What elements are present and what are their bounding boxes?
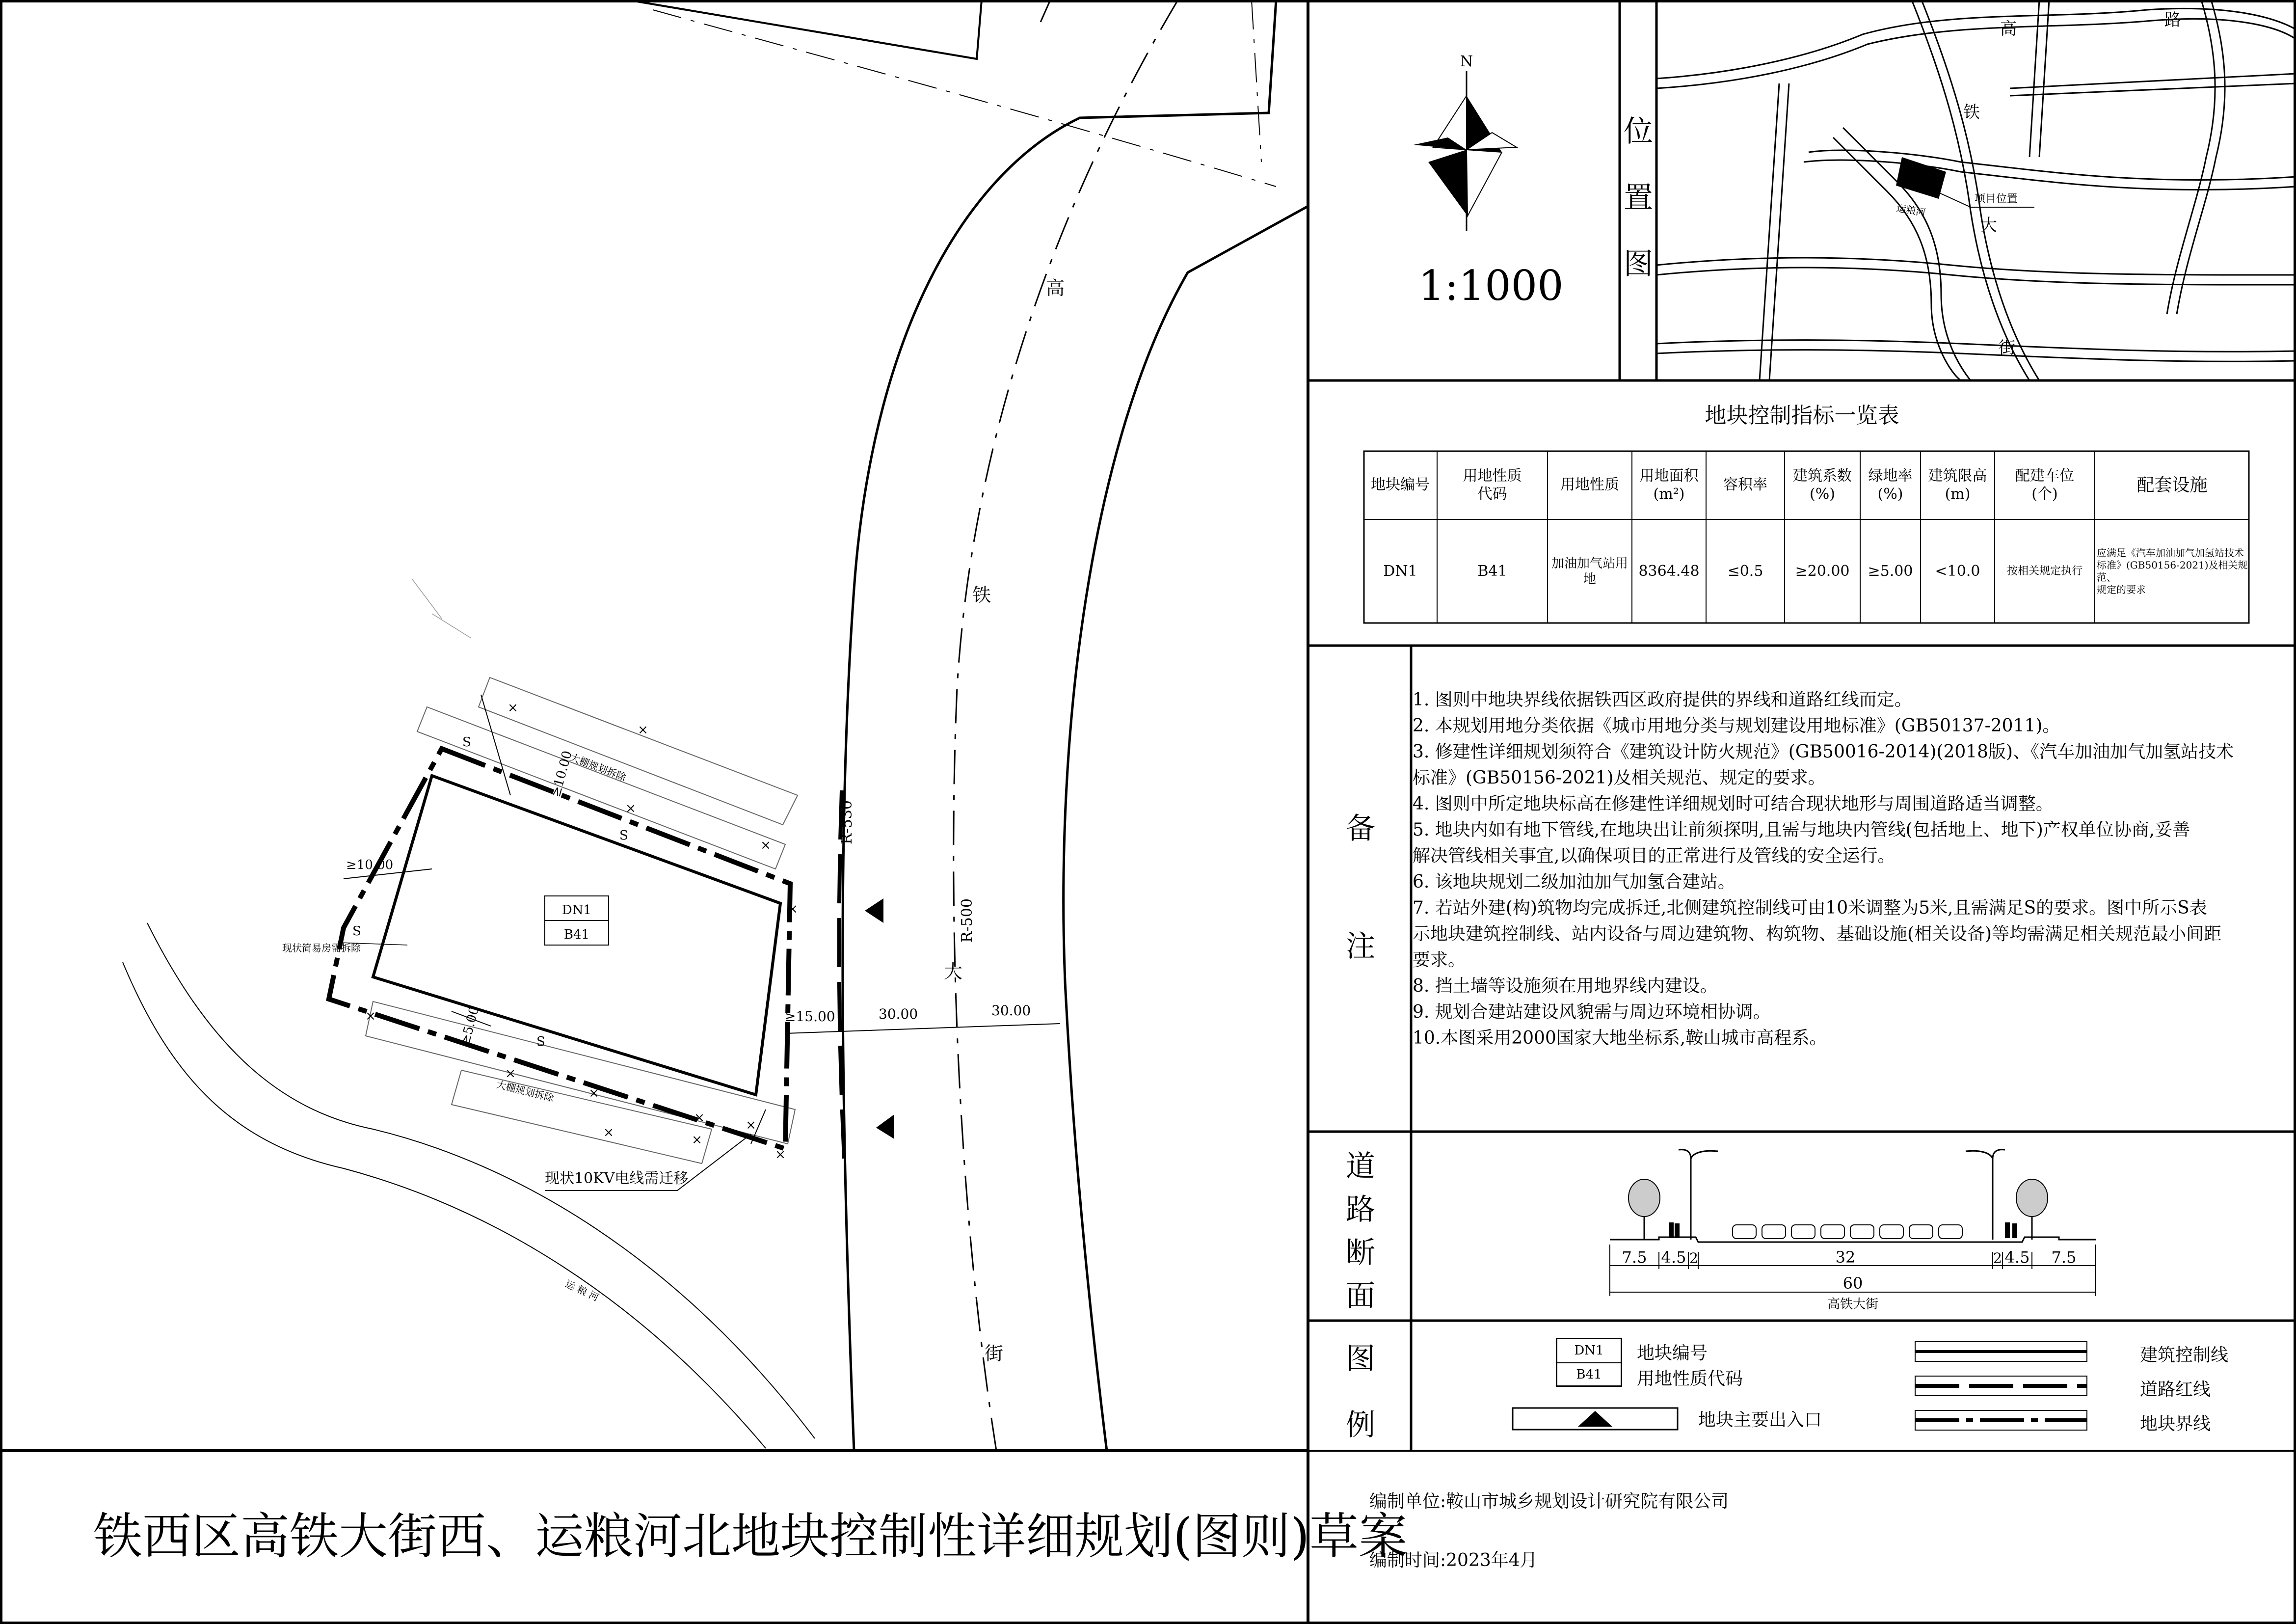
drawing-title: 铁西区高铁大街西、运粮河北地块控制性详细规划(图则)草案 bbox=[93, 1508, 1408, 1565]
legend-label-char-2: 例 bbox=[1346, 1408, 1375, 1442]
location-road-char-2: 铁 bbox=[1963, 103, 1980, 122]
section-total: 60 bbox=[1842, 1274, 1863, 1293]
legend-landuse-label: 用地性质代码 bbox=[1637, 1369, 1743, 1389]
svg-text:×: × bbox=[760, 838, 771, 853]
shed-label-bottom: 大棚规划拆除 bbox=[495, 1078, 556, 1104]
s-mark-4: S bbox=[536, 1034, 545, 1049]
notes-label-char-1: 备 bbox=[1346, 812, 1375, 846]
s-mark-3: S bbox=[352, 924, 361, 939]
note-line-5: 4. 图则中所定地块标高在修建性详细规划时可结合现状地形与周围道路适当调整。 bbox=[1413, 794, 2054, 814]
svg-text:×: × bbox=[365, 1009, 376, 1024]
note-line-2: 2. 本规划用地分类依据《城市用地分类与规划建设用地标准》(GB50137-2011)。 bbox=[1413, 716, 2060, 736]
th-green: 绿地率 (%) bbox=[1868, 467, 1913, 503]
tree-icon-right bbox=[2016, 1179, 2048, 1240]
svg-text:×: × bbox=[787, 902, 798, 917]
map-road-char-2: 铁 bbox=[972, 584, 991, 606]
td-plot-code: DN1 bbox=[1383, 563, 1417, 580]
td-coverage: ≥20.00 bbox=[1795, 563, 1850, 580]
street-lamp-icon-right bbox=[1966, 1150, 2005, 1240]
th-facilities: 配套设施 bbox=[2136, 475, 2208, 495]
svg-text:×: × bbox=[694, 1110, 705, 1125]
plot-landuse-code: B41 bbox=[563, 927, 590, 942]
th-area: 用地面积 (m²) bbox=[1639, 467, 1699, 503]
svg-text:×: × bbox=[638, 723, 648, 737]
section-label-char-1: 道 bbox=[1346, 1149, 1375, 1184]
legend-code-box bbox=[1556, 1338, 1622, 1387]
location-river-label: 运粮河 bbox=[1896, 202, 1927, 219]
radius-label-1: R-530 bbox=[838, 800, 855, 844]
svg-text:×: × bbox=[507, 701, 518, 715]
scale-label: 1:1000 bbox=[1418, 262, 1564, 310]
section-label-char-4: 面 bbox=[1346, 1279, 1375, 1313]
legend-code-label: 地块编号 bbox=[1637, 1343, 1708, 1363]
section-width-6: 4.5 bbox=[2004, 1248, 2030, 1267]
map-road-char-3: 大 bbox=[943, 961, 963, 982]
section-width-1: 7.5 bbox=[1622, 1248, 1647, 1267]
note-line-3: 3. 修建性详细规划须符合《建筑设计防火规范》(GB50016-2014)(2018版)、《汽车加油加气加氢站技术 bbox=[1413, 742, 2234, 762]
legend-line-symbols bbox=[1914, 1338, 2091, 1436]
td-green: ≥5.00 bbox=[1868, 563, 1913, 580]
td-landuse-code: B41 bbox=[1477, 563, 1507, 580]
legend-road-line-label: 道路红线 bbox=[2140, 1380, 2211, 1400]
svg-text:N: N bbox=[1460, 53, 1473, 70]
section-road-name: 高铁大街 bbox=[1827, 1297, 1879, 1312]
notes-label-char-2: 注 bbox=[1346, 929, 1375, 964]
dim-north-setback: ≥10.00 bbox=[548, 749, 575, 799]
svg-text:×: × bbox=[775, 1147, 786, 1162]
location-map bbox=[1656, 0, 2296, 380]
td-facilities: 应满足《汽车加油加气加氢站技术 标准》(GB50156-2021)及相关规范、 规定的要求 bbox=[2097, 547, 2248, 595]
legend-box-code: DN1 bbox=[1557, 1339, 1621, 1363]
note-line-14: 10.本图采用2000国家大地坐标系,鞍山城市高程系。 bbox=[1413, 1028, 1827, 1048]
th-far: 容积率 bbox=[1723, 476, 1767, 494]
location-road-char-3: 大 bbox=[1980, 216, 1997, 235]
note-line-4: 标准》(GB50156-2021)及相关规范、规定的要求。 bbox=[1413, 768, 1826, 788]
note-line-9: 7. 若站外建(构)筑物均完成拆迁,北侧建筑控制线可由10米调整为5米,且需满足S的要求。图中所示S表 bbox=[1413, 898, 2207, 918]
legend-label-char-1: 图 bbox=[1346, 1342, 1375, 1376]
location-road-char-5: 路 bbox=[2164, 10, 2181, 30]
map-road-char-1: 高 bbox=[1045, 277, 1065, 299]
dim-south-setback: ≥5.00 bbox=[457, 1005, 482, 1047]
road-section-diagram bbox=[1600, 1139, 2106, 1321]
td-area: 8364.48 bbox=[1638, 563, 1700, 580]
section-width-7: 7.5 bbox=[2051, 1248, 2077, 1267]
map-road-char-4: 街 bbox=[984, 1343, 1004, 1364]
note-line-11: 要求。 bbox=[1413, 950, 1466, 970]
th-height: 建筑限高 (m) bbox=[1928, 467, 1987, 503]
dim-road-offset: ≥15.00 bbox=[784, 1008, 835, 1025]
td-far: ≤0.5 bbox=[1727, 563, 1763, 580]
location-road-char-4: 街 bbox=[1999, 338, 2015, 358]
section-width-5: 2 bbox=[1993, 1250, 2002, 1266]
s-mark-2: S bbox=[619, 828, 628, 843]
th-landuse: 用地性质 bbox=[1560, 476, 1619, 494]
section-label-char-2: 路 bbox=[1346, 1192, 1375, 1227]
th-coverage: 建筑系数 (%) bbox=[1793, 467, 1852, 503]
section-width-2: 4.5 bbox=[1661, 1248, 1686, 1267]
location-road-char-1: 高 bbox=[2000, 19, 2017, 39]
dim-west-setback: ≥10.00 bbox=[346, 858, 394, 872]
note-line-1: 1. 图则中地块界线依据铁西区政府提供的界线和道路红线而定。 bbox=[1413, 690, 1912, 710]
power-line-label: 现状10KV电线需迁移 bbox=[545, 1170, 689, 1187]
section-label-char-3: 断 bbox=[1346, 1236, 1375, 1270]
legend-entrance-symbol bbox=[1512, 1404, 1679, 1434]
note-line-8: 6. 该地块规划二级加油加气加氢合建站。 bbox=[1413, 872, 1735, 892]
legend-boundary-line-label: 地块界线 bbox=[2140, 1414, 2211, 1434]
legend-entrance-label: 地块主要出入口 bbox=[1698, 1410, 1822, 1430]
th-parking: 配建车位 (个) bbox=[2015, 467, 2074, 503]
tree-icon-left bbox=[1629, 1179, 1660, 1240]
location-title-char-2: 置 bbox=[1624, 181, 1653, 215]
plot-code: DN1 bbox=[561, 903, 592, 918]
project-location-label: 项目位置 bbox=[1975, 193, 2018, 205]
footer-date: 编制时间:2023年4月 bbox=[1369, 1550, 1538, 1570]
note-line-7: 解决管线相关事宜,以确保项目的正常进行及管线的安全运行。 bbox=[1413, 846, 1896, 866]
location-title-char-3: 图 bbox=[1624, 247, 1653, 281]
dim-road-half-2: 30.00 bbox=[991, 1002, 1031, 1019]
table-title: 地块控制指标一览表 bbox=[1705, 403, 1899, 428]
radius-label-2: R-500 bbox=[959, 898, 976, 943]
svg-text:×: × bbox=[746, 1118, 756, 1133]
legend-building-line-label: 建筑控制线 bbox=[2140, 1345, 2229, 1365]
simple-house-label: 现状简易房需拆除 bbox=[282, 942, 361, 954]
car-icons bbox=[1733, 1225, 1962, 1239]
river-label: 运 粮 河 bbox=[563, 1277, 601, 1304]
th-landuse-code: 用地性质 代码 bbox=[1463, 467, 1522, 503]
svg-text:×: × bbox=[505, 1066, 516, 1081]
location-title-char-1: 位 bbox=[1624, 114, 1653, 149]
street-lamp-icon-left bbox=[1679, 1150, 1718, 1240]
section-width-3: 2 bbox=[1689, 1250, 1698, 1266]
legend-box-landuse: B41 bbox=[1576, 1367, 1602, 1382]
note-line-12: 8. 挡土墙等设施须在用地界线内建设。 bbox=[1413, 976, 1718, 996]
svg-text:×: × bbox=[692, 1133, 702, 1147]
section-width-4: 32 bbox=[1835, 1248, 1856, 1267]
td-parking: 按相关规定执行 bbox=[2006, 565, 2082, 578]
th-plot-code: 地块编号 bbox=[1371, 476, 1430, 494]
shed-label-top: 大棚规划拆除 bbox=[568, 751, 628, 784]
note-line-10: 示地块建筑控制线、站内设备与周边建筑物、构筑物、基础设施(相关设备)等均需满足相关规范最小间距 bbox=[1413, 924, 2222, 944]
s-mark-1: S bbox=[462, 735, 471, 750]
td-height: <10.0 bbox=[1935, 563, 1980, 580]
note-line-13: 9. 规划合建站建设风貌需与周边环境相协调。 bbox=[1413, 1002, 1771, 1022]
td-landuse: 加油加气站用地 bbox=[1551, 556, 1628, 587]
note-line-6: 5. 地块内如有地下管线,在地块出让前须探明,且需与地块内管线(包括地上、地下)产权单位协商,妥善 bbox=[1413, 820, 2190, 840]
svg-text:×: × bbox=[625, 801, 636, 816]
svg-text:×: × bbox=[588, 1086, 599, 1101]
dim-road-half-1: 30.00 bbox=[879, 1006, 918, 1022]
svg-text:×: × bbox=[603, 1125, 614, 1140]
footer-org: 编制单位:鞍山市城乡规划设计研究院有限公司 bbox=[1369, 1491, 1729, 1512]
